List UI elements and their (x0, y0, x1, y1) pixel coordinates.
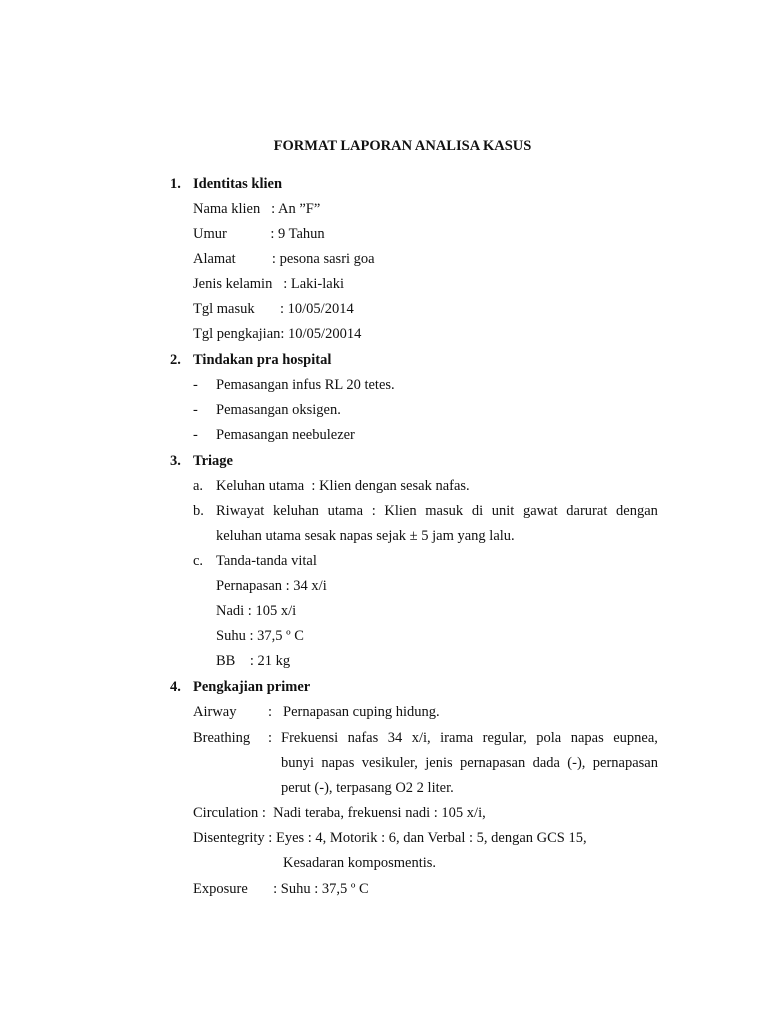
section-heading-pra-hospital: Tindakan pra hospital (193, 352, 332, 368)
airway-label: Airway (193, 704, 237, 720)
word: napas (321, 755, 355, 771)
tgl-masuk: Tgl masuk : 10/05/2014 (193, 301, 354, 317)
word: gawat (523, 503, 558, 519)
word: Frekuensi (281, 730, 339, 746)
word: unit (491, 503, 515, 519)
breathing-colon: : (268, 730, 273, 746)
alamat: Alamat : pesona sasri goa (193, 251, 375, 267)
airway-text: Pernapasan cuping hidung. (283, 704, 440, 720)
circulation: Circulation : Nadi teraba, frekuensi nadi : 105 x/i, (193, 805, 486, 821)
word: pola (536, 730, 562, 746)
breathing-line3: perut (-), terpasang O2 2 liter. (281, 780, 454, 796)
section-heading-primer: Pengkajian primer (193, 679, 311, 695)
word: darurat (566, 503, 608, 519)
list-bullet: - (193, 402, 198, 418)
word: eupnea, (613, 730, 658, 746)
tanda-vital-heading: Tanda-tanda vital (216, 553, 317, 569)
keluhan-utama: Keluhan utama : Klien dengan sesak nafas. (216, 478, 470, 494)
word: dengan (616, 503, 658, 519)
list-marker-b: b. (193, 503, 204, 519)
word: keluhan (273, 503, 319, 519)
list-marker-a: a. (193, 478, 204, 494)
vital-nadi: Nadi : 105 x/i (216, 603, 297, 619)
section-number-1: 1. (170, 176, 181, 192)
section-number-2: 2. (170, 352, 181, 368)
section-heading-identitas: Identitas klien (193, 176, 283, 192)
nama-klien: Nama klien : An ”F” (193, 201, 321, 217)
word: napas (570, 730, 604, 746)
word: di (471, 503, 484, 519)
disentegrity-line2: Kesadaran komposmentis. (283, 855, 437, 871)
word: masuk (425, 503, 464, 519)
word: nafas (347, 730, 379, 746)
list-bullet: - (193, 427, 198, 443)
word: Riwayat (216, 503, 265, 519)
breathing-label: Breathing (193, 730, 251, 746)
word: bunyi (281, 755, 315, 771)
word: x/i, (411, 730, 431, 746)
word: 34 (387, 730, 403, 746)
breathing-line2 (281, 753, 658, 773)
list-item: Pemasangan infus RL 20 tetes. (216, 377, 395, 393)
word: Klien (384, 503, 417, 519)
airway-colon: : (268, 704, 273, 720)
section-number-4: 4. (170, 679, 181, 695)
exposure: Exposure : Suhu : 37,5 º C (193, 881, 369, 897)
list-item: Pemasangan oksigen. (216, 402, 341, 418)
umur: Umur : 9 Tahun (193, 226, 325, 242)
word: vesikuler, (361, 755, 418, 771)
word: pernapasan (460, 755, 526, 771)
breathing-line1 (281, 728, 658, 748)
word: jenis (425, 755, 453, 771)
word: : (371, 503, 376, 519)
word: regular, (482, 730, 527, 746)
riwayat-keluhan-line2: keluhan utama sesak napas sejak ± 5 jam yang lalu. (216, 528, 515, 544)
vital-bb: BB : 21 kg (216, 653, 291, 669)
document-title: FORMAT LAPORAN ANALISA KASUS (273, 138, 532, 154)
word: pernapasan (592, 755, 658, 771)
list-bullet: - (193, 377, 198, 393)
disentegrity: Disentegrity : Eyes : 4, Motorik : 6, dan Verbal : 5, dengan GCS 15, (193, 830, 587, 846)
vital-suhu: Suhu : 37,5 º C (216, 628, 304, 644)
word: irama (440, 730, 474, 746)
section-heading-triage: Triage (193, 453, 233, 469)
riwayat-keluhan-line1 (216, 501, 658, 521)
jenis-kelamin: Jenis kelamin : Laki-laki (193, 276, 345, 292)
word: (-), (567, 755, 586, 771)
word: dada (532, 755, 560, 771)
vital-pernapasan: Pernapasan : 34 x/i (216, 578, 327, 594)
tgl-pengkajian: Tgl pengkajian: 10/05/20014 (193, 326, 362, 342)
section-number-3: 3. (170, 453, 181, 469)
list-marker-c: c. (193, 553, 204, 569)
word: utama (327, 503, 364, 519)
list-item: Pemasangan neebulezer (216, 427, 355, 443)
